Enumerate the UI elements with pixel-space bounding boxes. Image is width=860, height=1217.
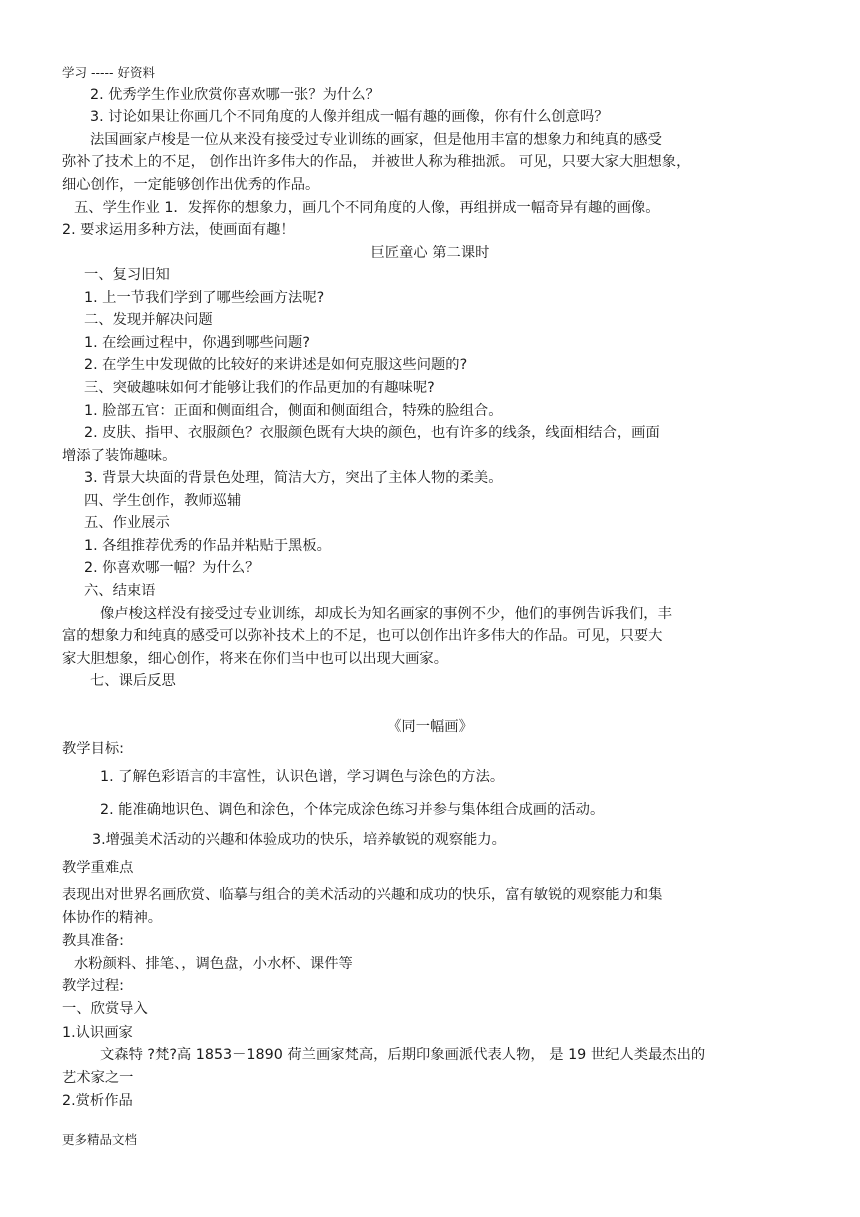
text-line: 细心创作，一定能够创作出优秀的作品。 [62, 177, 320, 193]
heading-line: 二、发现并解决问题 [84, 312, 213, 328]
text-line: 2. 在学生中发现做的比较好的来讲述是如何克服这些问题的? [84, 357, 468, 373]
text-line: 弥补了技术上的不足， 创作出许多伟大的作品， 并被世人称为稚拙派。 可见，只要大家大胆想象， [62, 154, 691, 170]
heading-line: 六、结束语 [84, 583, 156, 599]
text-line: 3. 讨论如果让你画几个不同角度的人像并组成一幅有趣的画像，你有什么创意吗？ [90, 109, 609, 125]
lesson-title: 《同一幅画》 [387, 719, 473, 735]
heading-line: 教具准备: [62, 933, 125, 949]
text-line: 像卢梭这样没有接受过专业训练，却成长为知名画家的事例不少，他们的事例告诉我们，丰 [100, 606, 672, 622]
text-line: 法国画家卢梭是一位从来没有接受过专业训练的画家，但是他用丰富的想象力和纯真的感受 [90, 132, 662, 148]
heading-line: 一、复习旧知 [84, 267, 170, 283]
heading-line: 七、课后反思 [90, 673, 176, 689]
heading-line: 教学过程: [62, 978, 125, 994]
text-line: 五、学生作业 1．发挥你的想象力，画几个不同角度的人像，再组拼成一幅奇异有趣的画像。 [74, 200, 660, 216]
text-line: 艺术家之一 [62, 1070, 134, 1086]
text-line: 1. 了解色彩语言的丰富性，认识色谱，学习调色与涂色的方法。 [100, 769, 505, 785]
text-line: 增添了装饰趣味。 [62, 448, 177, 464]
heading-line: 四、学生创作，教师巡辅 [84, 493, 242, 509]
heading-line: 教学重难点 [62, 860, 134, 876]
text-line: 2. 要求运用多种方法，使画面有趣！ [62, 222, 295, 238]
text-line: 1. 各组推荐优秀的作品并粘贴于黑板。 [84, 538, 331, 554]
text-line: 1. 在绘画过程中，你遇到哪些问题? [84, 335, 310, 351]
heading-line: 一、欣赏导入 [62, 1001, 148, 1017]
section-title: 巨匠童心 第二课时 [370, 245, 490, 261]
page-footer: 更多精品文档 [62, 1132, 138, 1147]
text-line: 3. 背景大块面的背景色处理，简洁大方，突出了主体人物的柔美。 [84, 470, 503, 486]
heading-line: 1.认识画家 [62, 1025, 133, 1041]
text-line: 1. 脸部五官：正面和侧面组合，侧面和侧面组合，特殊的脸组合。 [84, 403, 503, 419]
text-line: 2. 你喜欢哪一幅？为什么？ [84, 560, 260, 576]
page-header: 学习 ----- 好资料 [62, 65, 155, 80]
text-line: 1. 上一节我们学到了哪些绘画方法呢? [84, 290, 325, 306]
heading-line: 三、突破趣味如何才能够让我们的作品更加的有趣味呢? [84, 380, 435, 396]
heading-line: 五、作业展示 [84, 515, 170, 531]
text-line: 水粉颜料、排笔、，调色盘，小水杯、课件等 [74, 956, 353, 972]
text-line: 2. 优秀学生作业欣赏你喜欢哪一张？为什么？ [90, 87, 380, 103]
text-line: 2. 能准确地识色、调色和涂色，个体完成涂色练习并参与集体组合成画的活动。 [100, 802, 605, 818]
text-line: 家大胆想象，细心创作，将来在你们当中也可以出现大画家。 [62, 651, 449, 667]
text-line: 体协作的精神。 [62, 910, 163, 926]
text-line: 富的想象力和纯真的感受可以弥补技术上的不足，也可以创作出许多伟大的作品。可见，只要大 [62, 628, 663, 644]
heading-line: 2.赏析作品 [62, 1093, 133, 1109]
text-line: 3.增强美术活动的兴趣和体验成功的快乐，培养敏锐的观察能力。 [92, 832, 506, 848]
heading-line: 教学目标: [62, 741, 125, 757]
text-line: 表现出对世界名画欣赏、临摹与组合的美术活动的兴趣和成功的快乐，富有敏锐的观察能力和集 [62, 887, 663, 903]
text-line: 2. 皮肤、指甲、衣服颜色？衣服颜色既有大块的颜色，也有许多的线条，线面相结合，画面 [84, 425, 660, 441]
text-line: 文森特 ?梵?高 1853－1890 荷兰画家梵高，后期印象画派代表人物， 是 19 世纪人类最杰出的 [100, 1047, 706, 1063]
